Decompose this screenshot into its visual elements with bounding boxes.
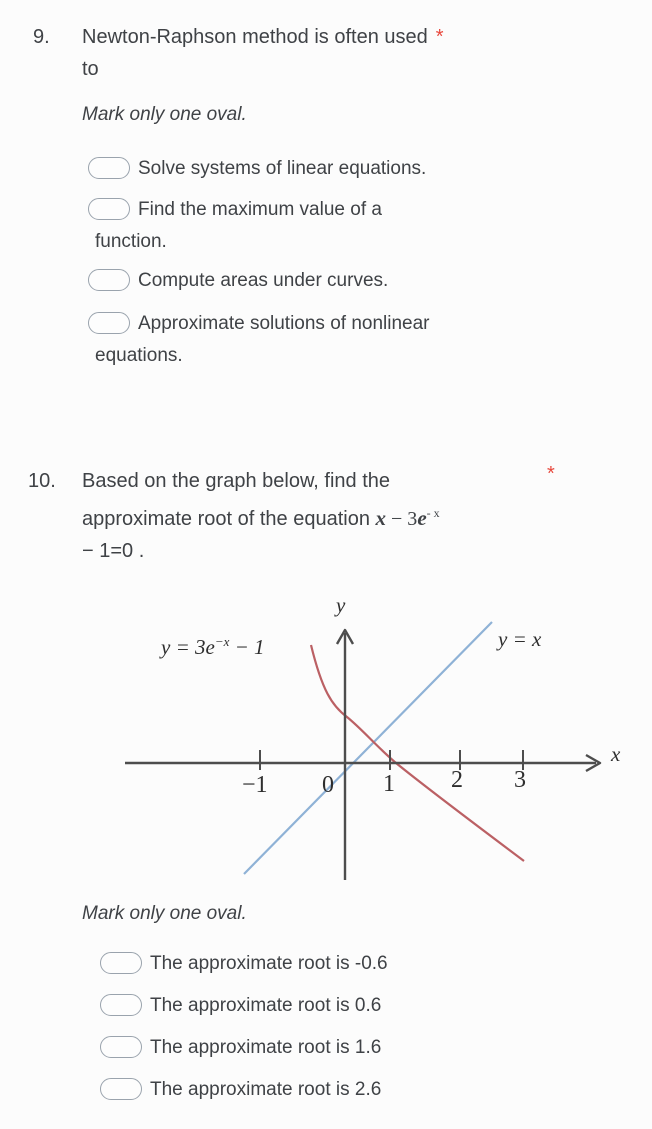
curve-label-exponent: −x xyxy=(214,634,230,649)
option-label: Compute areas under curves. xyxy=(138,270,389,291)
option-label-line2: function. xyxy=(95,231,167,252)
q10-instruction: Mark only one oval. xyxy=(82,903,247,924)
y-axis-label: y xyxy=(336,593,346,617)
option-label: The approximate root is 0.6 xyxy=(150,995,382,1016)
x-axis-label: x xyxy=(611,742,621,766)
option-label: The approximate root is 1.6 xyxy=(150,1037,382,1058)
option-label: Approximate solutions of nonlinear xyxy=(138,313,430,334)
radio-oval[interactable] xyxy=(100,1036,142,1058)
q9-title-line2: to xyxy=(82,58,99,80)
q9-title-text: Newton-Raphson method is often used xyxy=(82,26,428,48)
tick-label-3: 3 xyxy=(514,767,526,793)
tick-label-1: 1 xyxy=(383,771,395,797)
option-label: The approximate root is -0.6 xyxy=(150,953,388,974)
tick-label-2: 2 xyxy=(451,767,463,793)
q10-option-1[interactable] xyxy=(100,952,388,976)
line-equation-label: y = x xyxy=(498,627,542,651)
option-label: Find the maximum value of a xyxy=(138,199,382,220)
option-label-line2: equations. xyxy=(95,345,183,366)
equation-e: e xyxy=(417,506,427,530)
y-equals-x-line xyxy=(244,622,492,874)
curve-label-suffix: − 1 xyxy=(229,635,265,659)
option-label: The approximate root is 2.6 xyxy=(150,1079,382,1100)
q10-number: 10. xyxy=(28,470,56,492)
equation-mid: − 3 xyxy=(386,508,418,530)
curve-label-base: y = 3e xyxy=(161,635,215,659)
tick-label-0: 0 xyxy=(322,772,334,798)
q9-required-star: * xyxy=(435,26,444,48)
q10-title-line1: Based on the graph below, find the xyxy=(82,470,391,492)
q9-instruction: Mark only one oval. xyxy=(82,104,247,125)
q10-option-2[interactable] xyxy=(100,994,381,1018)
q10-equation-prefix: approximate root of the equation xyxy=(82,508,376,530)
option-label: Solve systems of linear equations. xyxy=(138,158,427,179)
q10-title-line3: − 1=0 . xyxy=(82,540,145,562)
q10-option-4[interactable] xyxy=(100,1078,381,1102)
curve-equation-label xyxy=(161,634,265,660)
q10-option-3[interactable] xyxy=(100,1036,381,1060)
q9-number: 9. xyxy=(33,26,50,48)
equation-x: x xyxy=(375,506,387,530)
q10-required-star: * xyxy=(547,463,555,485)
radio-oval[interactable] xyxy=(100,1078,142,1100)
tick-label-neg1: −1 xyxy=(242,772,268,798)
radio-oval[interactable] xyxy=(100,952,142,974)
exponential-curve xyxy=(311,645,524,861)
radio-oval[interactable] xyxy=(100,994,142,1016)
equation-superscript: - x xyxy=(426,506,440,520)
